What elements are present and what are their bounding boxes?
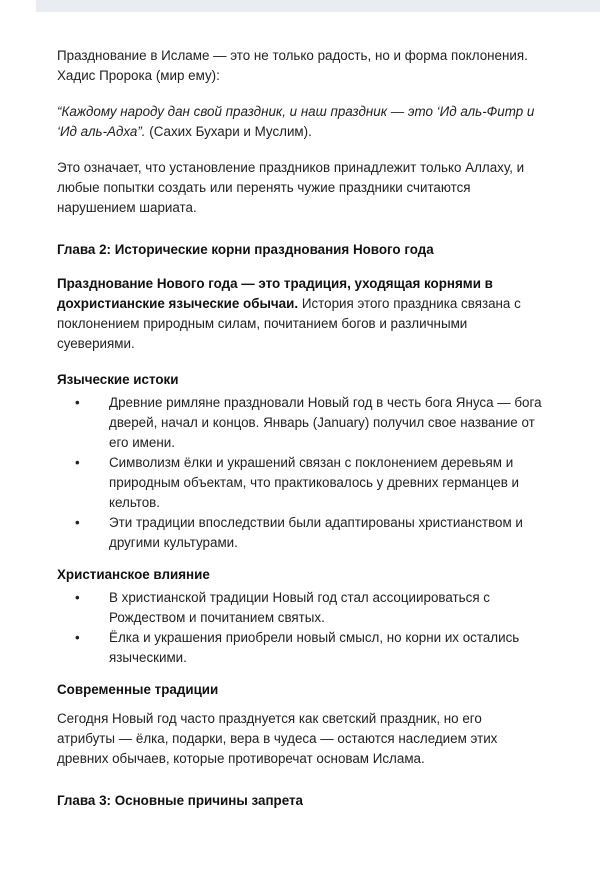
hadith-source: (Сахих Бухари и Муслим). bbox=[145, 124, 312, 139]
bullet-icon: • bbox=[75, 515, 80, 530]
hadith-quote-text: “Каждому народу дан свой праздник, и наш праздник — это ‘Ид аль-Фитр и ‘Ид аль-Адха”. bbox=[57, 104, 535, 139]
bullet-icon: • bbox=[75, 395, 80, 410]
chapter-2-lead bbox=[57, 274, 543, 354]
chapter-2-heading: Глава 2: Исторические корни празднования Нового года bbox=[57, 242, 434, 257]
list-item bbox=[57, 588, 543, 628]
list-item bbox=[57, 393, 543, 453]
bullet-icon: • bbox=[75, 630, 80, 645]
list-item bbox=[57, 453, 543, 513]
bullet-list-christian-influence bbox=[57, 588, 543, 668]
document-body bbox=[57, 46, 543, 825]
bullet-list-pagan-origins bbox=[57, 393, 543, 553]
chapter-3-heading: Глава 3: Основные причины запрета bbox=[57, 793, 303, 808]
chapter-2-lead-bold: Празднование Нового года — это традиция, уходящая корнями в дохристианские языческие обычаи. bbox=[57, 276, 493, 311]
section-heading-modern-traditions: Современные традиции bbox=[57, 682, 219, 697]
section-heading-pagan-origins: Языческие истоки bbox=[57, 372, 179, 387]
list-item bbox=[57, 513, 543, 553]
list-item-text: Ёлка и украшения приобрели новый смысл, но корни их остались языческими. bbox=[109, 630, 520, 665]
bullet-icon: • bbox=[75, 455, 80, 470]
bullet-icon: • bbox=[75, 590, 80, 605]
list-item-text: Древние римляне праздновали Новый год в честь бога Януса — бога дверей, начал и концов. Январь (January) получил свое название от его имени. bbox=[109, 395, 542, 450]
paragraph-intro: Празднование в Исламе — это не только радость, но и форма поклонения. Хадис Пророка (мир ему): bbox=[57, 48, 528, 83]
chapter-2-lead-rest: История этого праздника связана с поклонением природным силам, почитанием богов и различными суевериями. bbox=[57, 296, 521, 351]
page-top-strip bbox=[0, 0, 600, 12]
hadith-quote bbox=[57, 102, 543, 142]
list-item-text: Символизм ёлки и украшений связан с поклонением деревьям и природным объектам, что практиковалось у древних германцев и кельтов. bbox=[109, 455, 520, 510]
list-item-text: В христианской традиции Новый год стал ассоциироваться с Рождеством и почитанием святых. bbox=[109, 590, 490, 625]
list-item-text: Эти традиции впоследствии были адаптированы христианством и другими культурами. bbox=[109, 515, 523, 550]
paragraph-modern-traditions: Сегодня Новый год часто празднуется как светский праздник, но его атрибуты — ёлка, подарки, вера в чудеса — остаются наследием этих древних обычаев, которые противоречат основам Ислама. bbox=[57, 711, 498, 766]
list-item bbox=[57, 628, 543, 668]
top-strip-notch bbox=[0, 0, 36, 12]
section-heading-christian-influence: Христианское влияние bbox=[57, 567, 210, 582]
paragraph-after-quote: Это означает, что установление праздников принадлежит только Аллаху, и любые попытки создать или перенять чужие праздники считаются нарушением шариата. bbox=[57, 160, 525, 215]
